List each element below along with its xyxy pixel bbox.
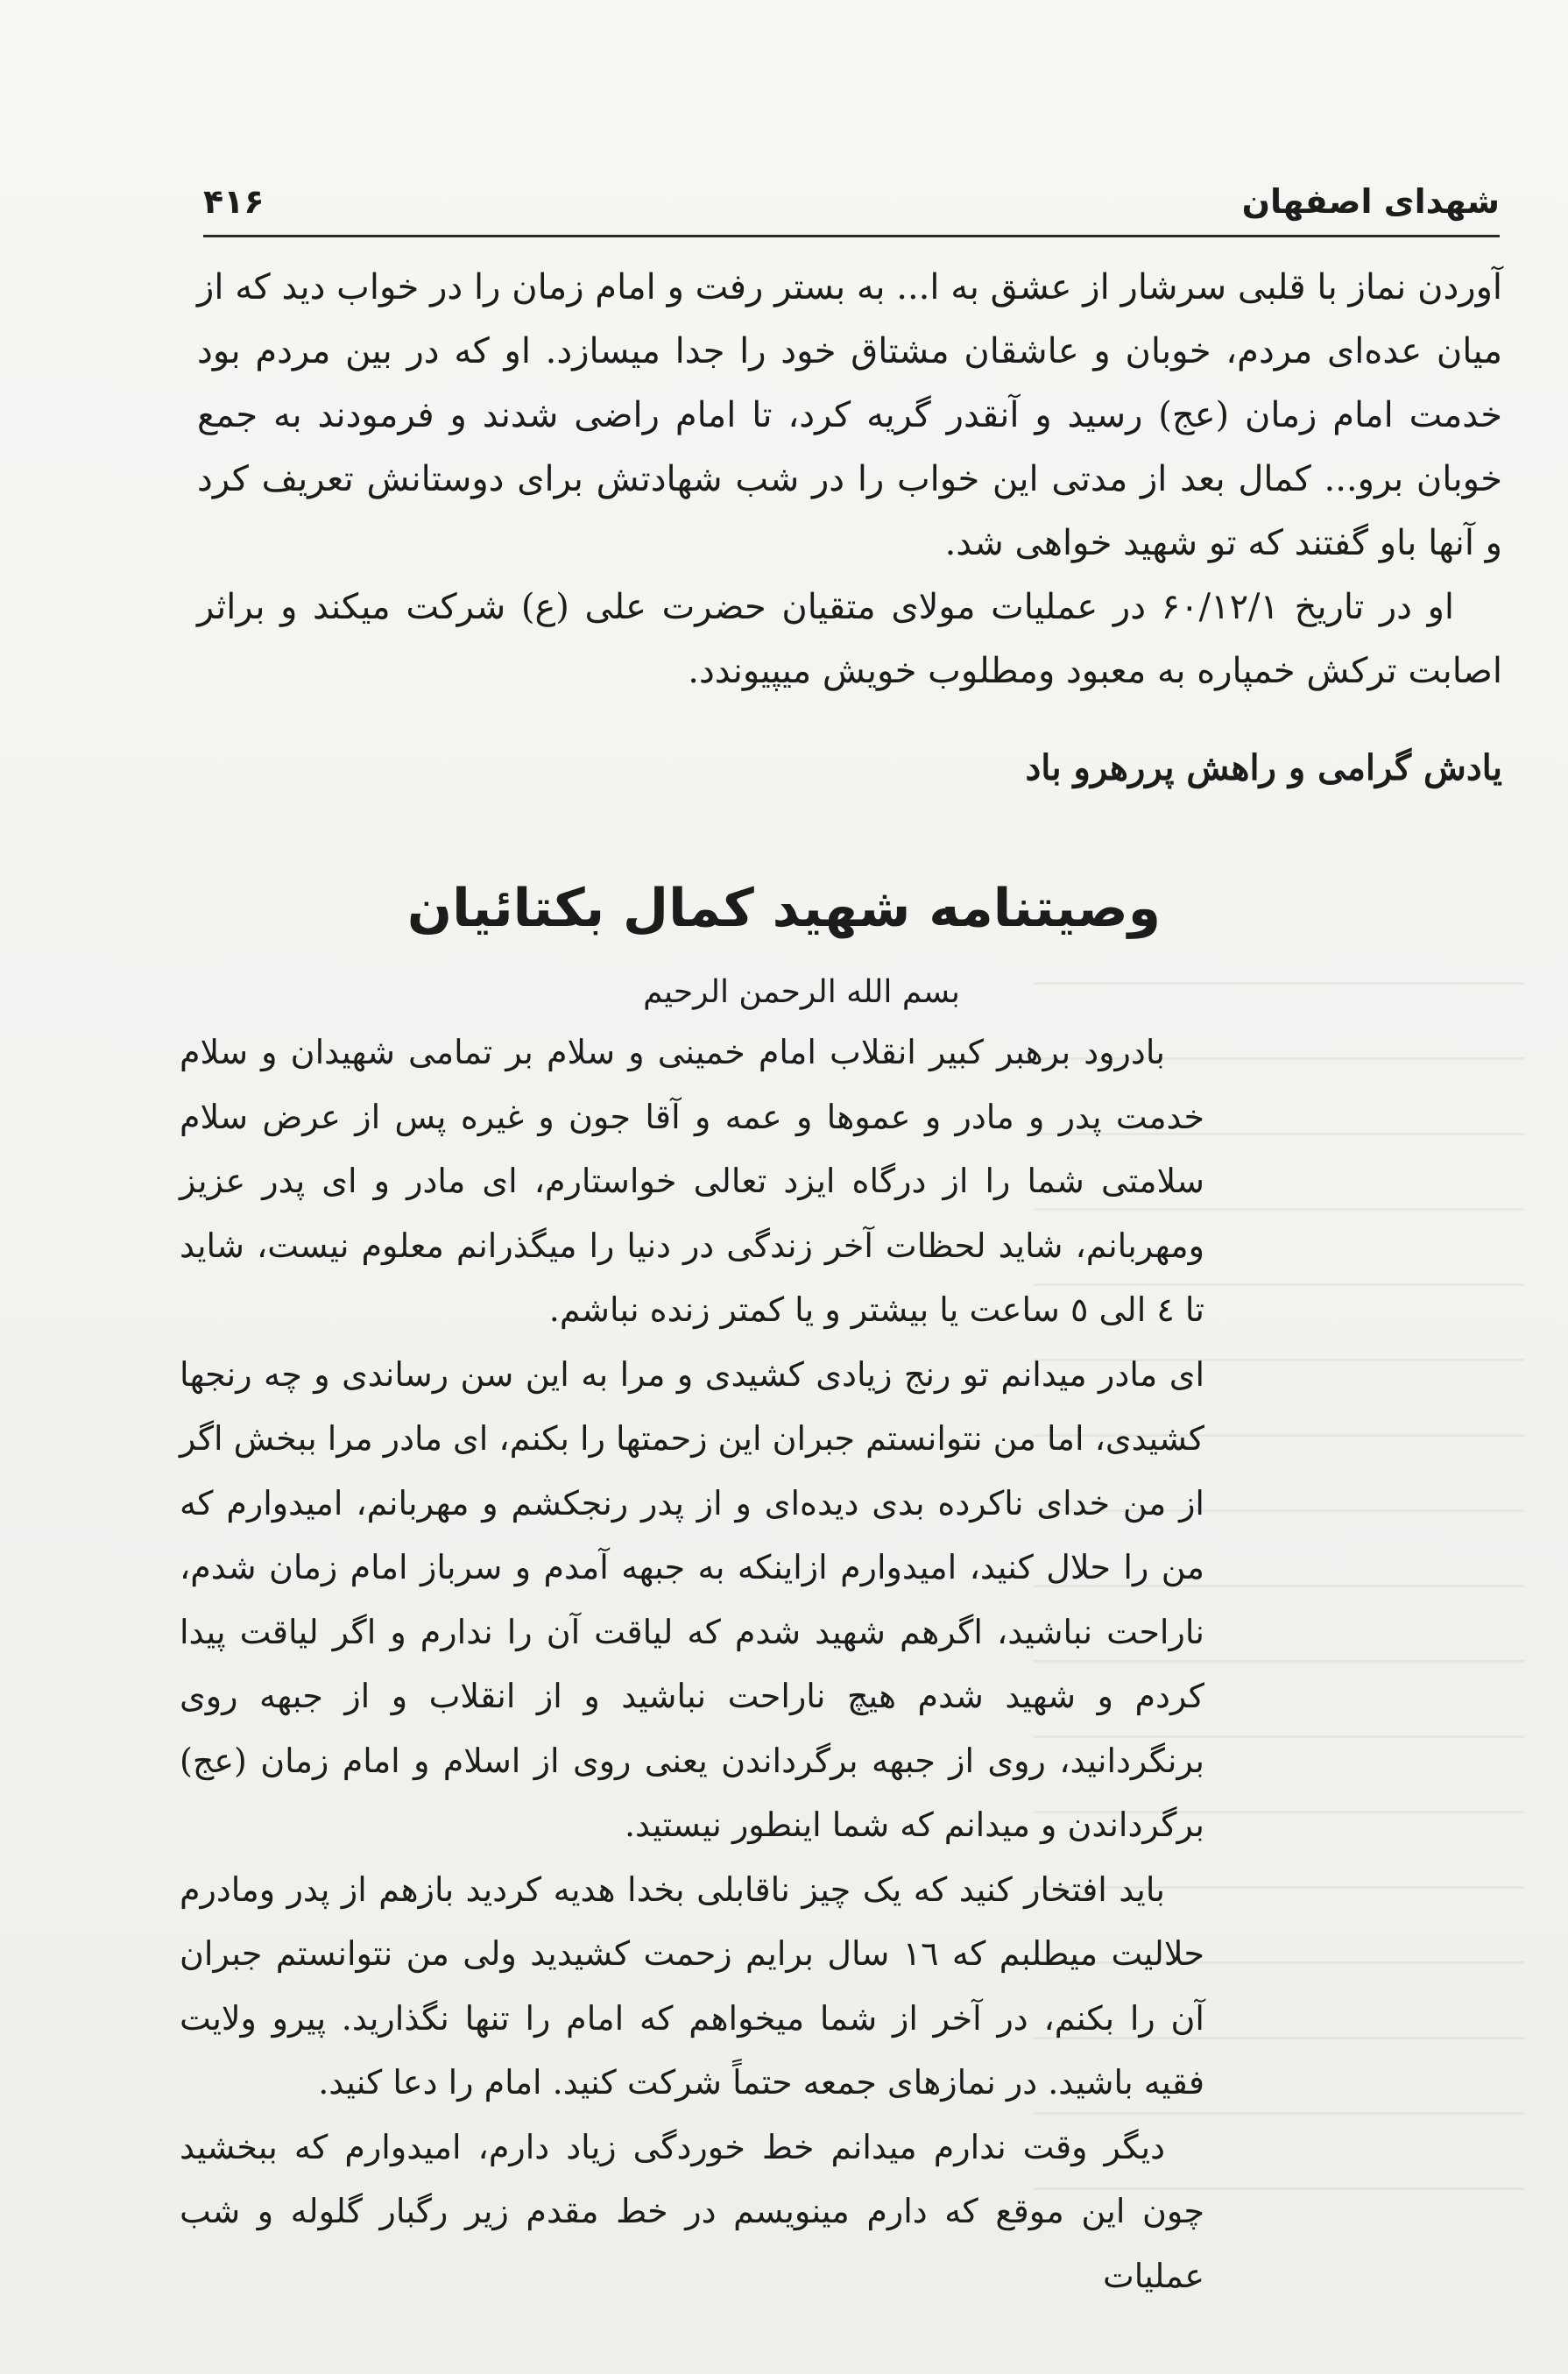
will-title: وصیتنامه شهید کمال بکتائیان bbox=[406, 878, 1162, 939]
memorial-motto: یادش گرامی و راهش پررهرو باد bbox=[1025, 747, 1502, 788]
page-number: ۴۱۶ bbox=[203, 182, 265, 221]
will-paragraph: بادرود برهبر کبیر انقلاب امام خمینی و سلام بر تمامی شهیدان و سلام خدمت پدر و مادر و عموها و عمه و آقا جون و غیره پس از عرض سلام سلامتی شما را از درگاه ایزد تعالی خواستارم، ای مادر و ای پدر عزیز ومهربانم، شاید لحظات آخر زندگی در دنیا را میگذرانم معلوم نیست، شاید تا ٤ الی ٥ ساعت یا بیشتر و یا کمتر زنده نباشم. bbox=[180, 1033, 1204, 1329]
will-paragraph: ای مادر میدانم تو رنج زیادی کشیدی و مرا به این سن رساندی و چه رنجها کشیدی، اما من نتوانستم جبران این زحمتها را بکنم، ای مادر مرا ببخش اگر از من خدای ناکرده بدی دیده‌ای و از پدر رنجکشم و مهربانم، امیدوارم که من را حلال کنید، امیدوارم ازاینکه به جبهه آمدم و سرباز امام زمان شدم، ناراحت نباشید، اگرهم شهید شدم که لیاقت آن را ندارم و اگر لیاقت پیدا کردم و شهید شدم هیچ ناراحت نباشید و از انقلاب و از جبهه روی برنگردانید، روی از جبهه برگرداندن یعنی روی از اسلام و امام زمان (عج) برگرداندن و میدانم که شما اینطور نیستید. bbox=[179, 1354, 1204, 1844]
book-title: شهدای اصفهان bbox=[1241, 182, 1500, 221]
basmala: بسم الله الرحمن الرحیم bbox=[643, 974, 960, 1010]
biography-paragraph: آوردن نماز با قلبی سرشار از عشق به ا... به بستر رفت و امام زمان را در خواب دید که از میان عده‌ای مردم، خوبان و عاشقان مشتاق خود را جدا میسازد. او که در بین مردم بود خدمت امام زمان (عج) رسید و آنقدر گریه کرد، تا امام راضی شدند و فرمودند به جمع خوبان برو... کمال بعد از مدتی این خواب را در شب شهادتش برای دوستانش تعریف کرد و آنها باو گفتند که تو شهید خواهی شد. bbox=[197, 267, 1502, 563]
header-rule bbox=[203, 235, 1500, 237]
will-paragraph: باید افتخار کنید که یک چیز ناقابلی بخدا هدیه کردید بازهم از پدر ومادرم حلالیت میطلبم که ١٦ سال برایم زحمت کشیدید ولی من نتوانستم جبران آن را بکنم، در آخر از شما میخواهم که امام را تنها نگذارید. پیرو ولایت فقیه باشید. در نمازهای جمعه حتماً شرکت کنید. امام را دعا کنید. bbox=[180, 1869, 1204, 2102]
will-paragraph: دیگر وقت ندارم میدانم خط خوردگی زیاد دارم، امیدوارم که ببخشید چون این موقع که دارم مینویسم در خط مقدم زیر رگبار گلوله و شب عملیات bbox=[180, 2127, 1204, 2295]
will-text bbox=[180, 1021, 1204, 2308]
running-header bbox=[203, 166, 1500, 237]
biography-paragraph: او در تاریخ ۶۰/۱۲/۱ در عملیات مولای متقیان حضرت علی (ع) شرکت میکند و براثر اصابت ترکش خمپاره به معبود ومطلوب خویش میپیوندد. bbox=[197, 587, 1502, 691]
biography-text bbox=[197, 256, 1502, 703]
